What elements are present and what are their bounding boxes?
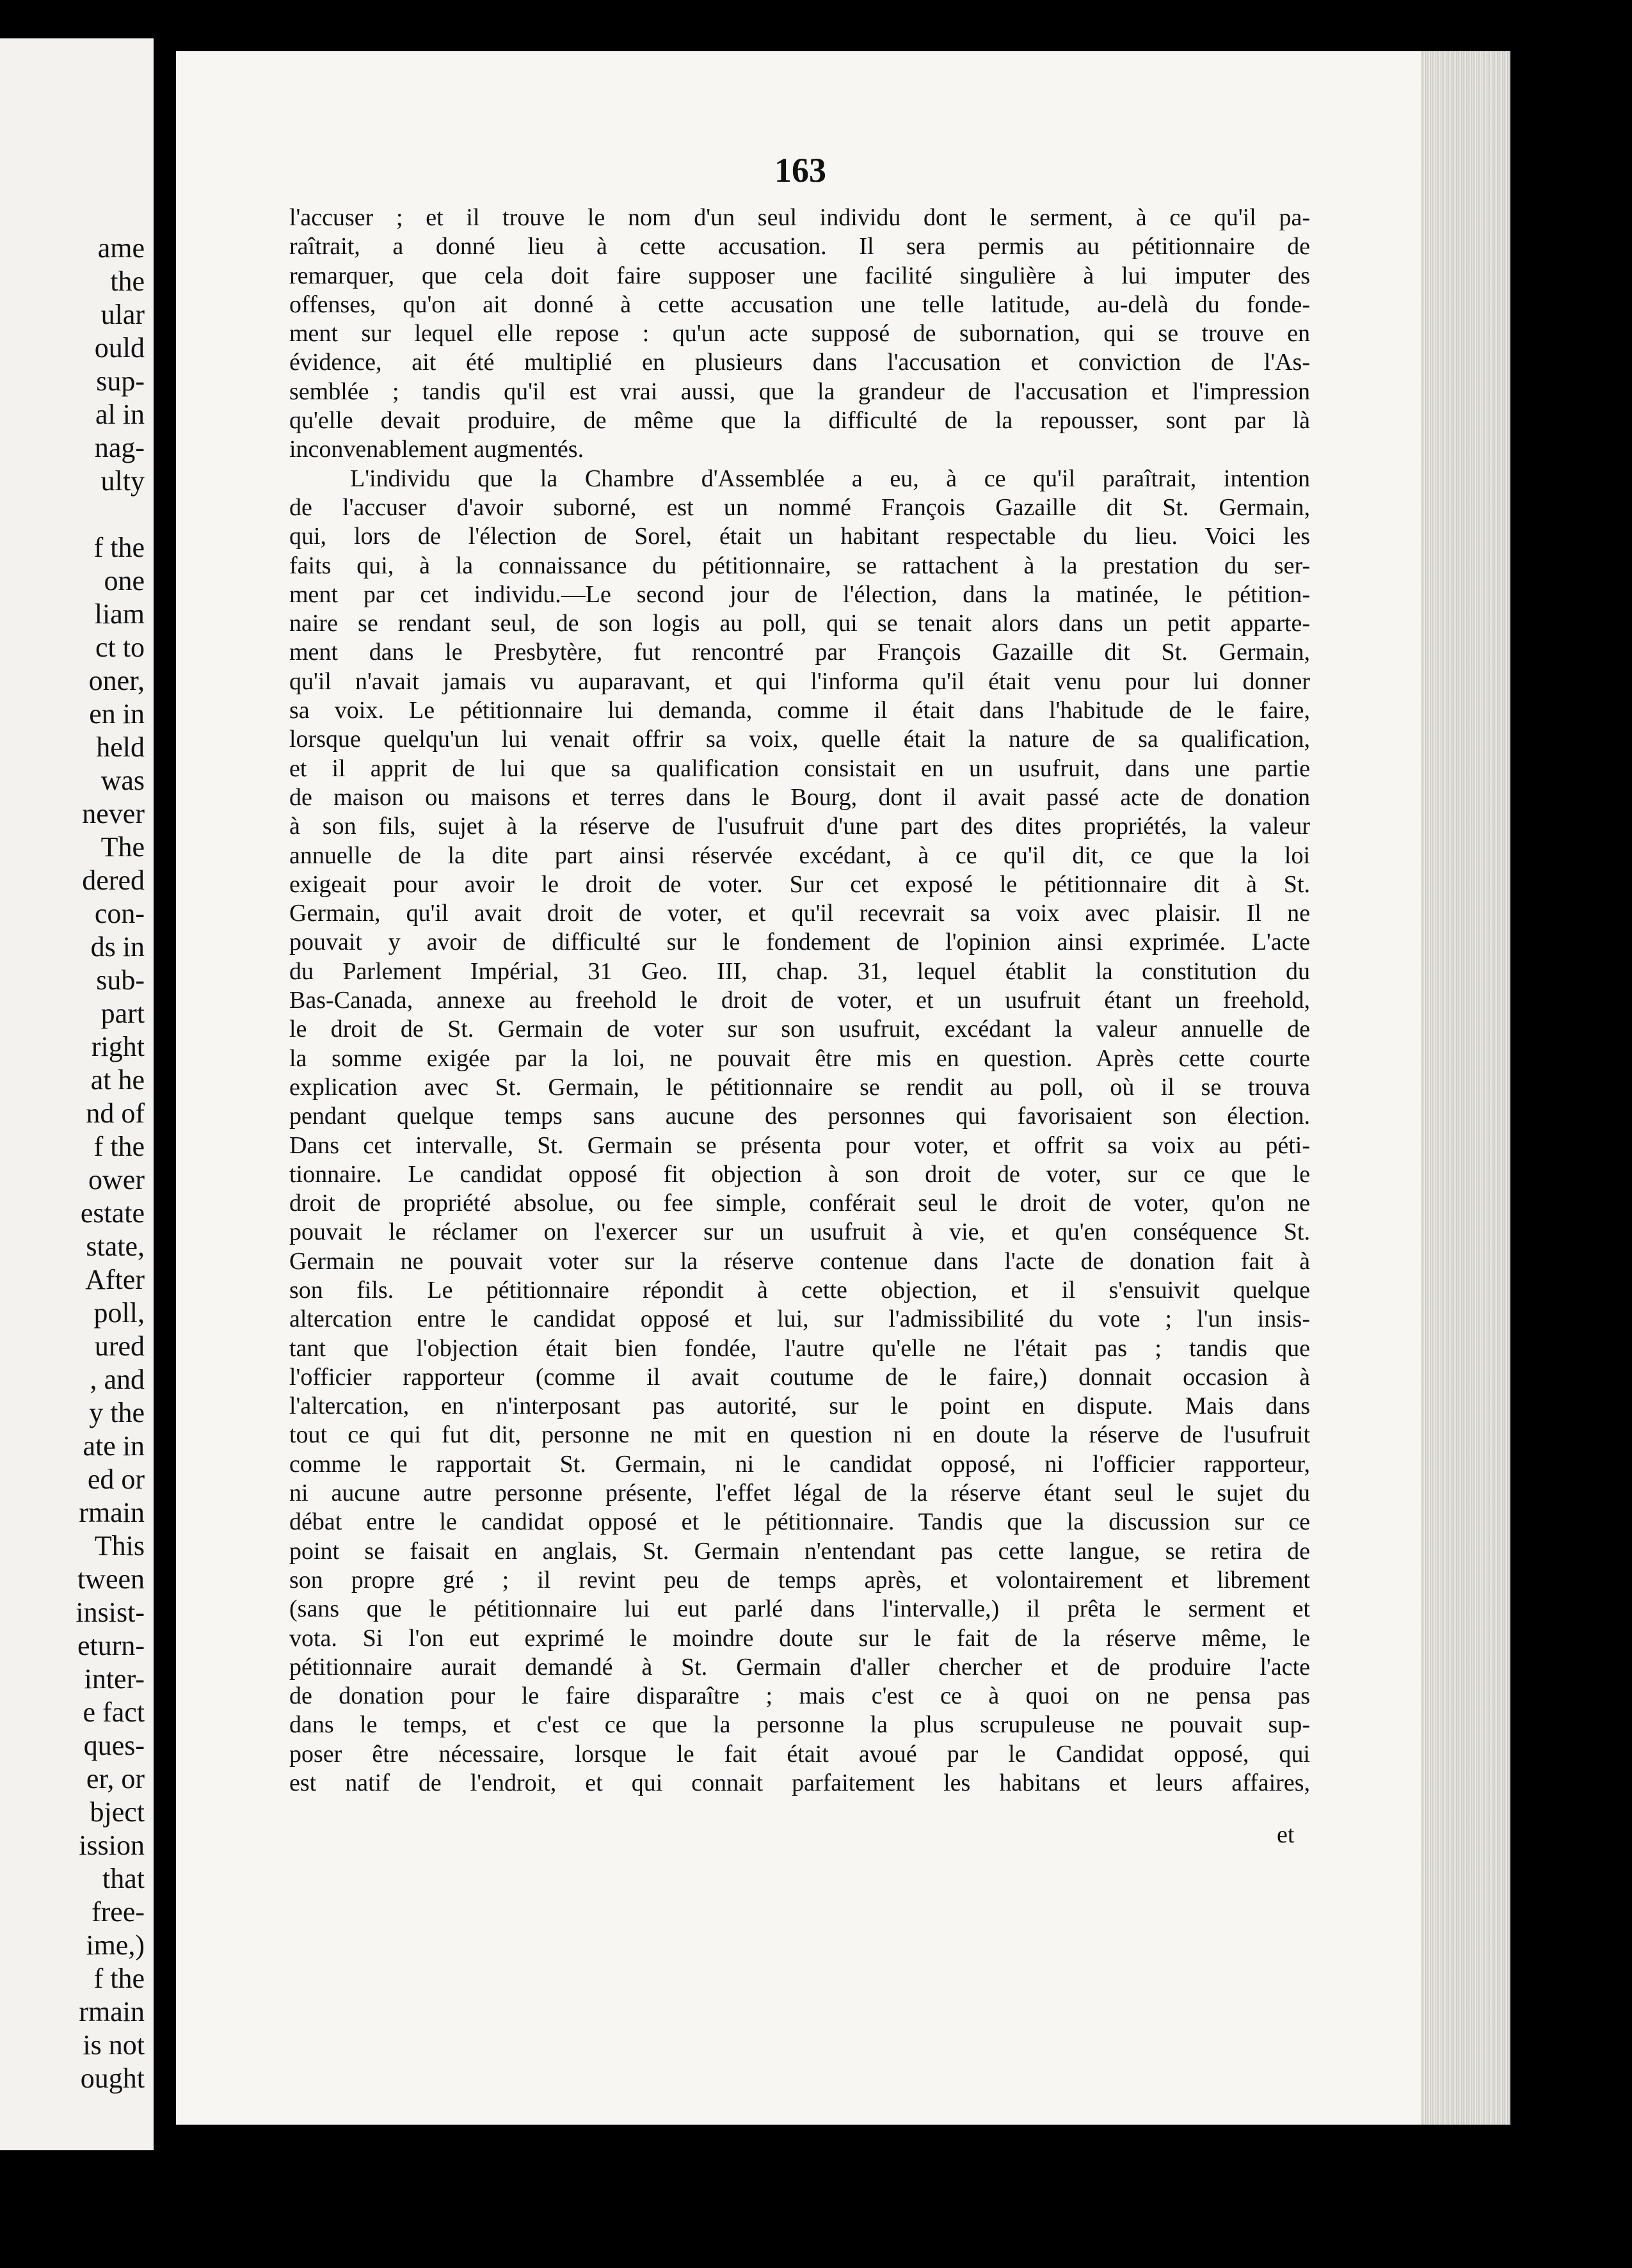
text-line: point se faisait en anglais, St. Germain n'entendant pas cette langue, se retira de	[289, 1537, 1310, 1565]
left-page-fragment: ular	[100, 299, 145, 330]
text-line: du Parlement Impérial, 31 Geo. III, chap. 31, lequel établit la constitution du	[289, 957, 1310, 985]
left-page-fragment: f the	[93, 532, 145, 563]
left-page-fragment: ought	[80, 2063, 145, 2094]
text-line: Germain, qu'il avait droit de voter, et qu'il recevrait sa voix avec plaisir. Il ne	[289, 900, 1310, 927]
left-page-fragment: en in	[89, 698, 145, 730]
text-line: le droit de St. Germain de voter sur son usufruit, excédant la valeur annuelle de	[289, 1016, 1310, 1043]
left-page-fragment: ct to	[95, 632, 145, 663]
left-page-fragment: state,	[86, 1231, 145, 1262]
text-line: tant que l'objection était bien fondée, l'autre qu'elle ne l'était pas ; tandis que	[289, 1334, 1310, 1362]
text-line: altercation entre le candidat opposé et lui, sur l'admissibilité du vote ; l'un insis-	[289, 1306, 1310, 1333]
text-line: et il apprit de lui que sa qualification consistait en un usufruit, dans une partie	[289, 755, 1310, 782]
left-page-fragment: er, or	[86, 1763, 145, 1794]
left-page-fragment: that	[102, 1863, 145, 1894]
text-line: ni aucune autre personne présente, l'effet légal de la réserve étant seul le sujet du	[289, 1480, 1310, 1507]
text-line: Germain ne pouvait voter sur la réserve contenue dans l'acte de donation fait à	[289, 1247, 1310, 1275]
left-page-fragment: ed or	[87, 1464, 145, 1495]
left-page-fragment: ould	[94, 332, 145, 363]
left-page-fragment: f the	[93, 1963, 145, 1994]
text-line: débat entre le candidat opposé et le pétitionnaire. Tandis que la discussion sur ce	[289, 1508, 1310, 1536]
left-page-fragment: This	[94, 1530, 145, 1561]
left-page-fragment: liam	[94, 598, 145, 630]
text-line: l'accuser ; et il trouve le nom d'un seul individu dont le serment, à ce qu'il pa-	[289, 204, 1310, 231]
left-page-fragment: sup-	[96, 365, 145, 397]
text-line: pouvait le réclamer on l'exercer sur un usufruit à vie, et qu'en conséquence St.	[289, 1218, 1310, 1246]
left-page-fragment: eturn-	[77, 1630, 145, 1661]
left-page-fragment: After	[85, 1264, 145, 1295]
left-page-fragment: dered	[82, 865, 145, 896]
text-line: qu'il n'avait jamais vu auparavant, et qui l'informa qu'il était venu pour lui donner	[289, 667, 1310, 695]
text-line: est natif de l'endroit, et qui connait parfaitement les habitans et leurs affaires,	[289, 1769, 1310, 1797]
text-line: ment sur lequel elle repose : qu'un acte supposé de subornation, qui se trouve en	[289, 320, 1310, 347]
left-facing-page	[0, 38, 154, 2150]
left-page-fragment: nag-	[94, 432, 145, 463]
text-line: ment dans le Presbytère, fut rencontré par François Gazaille dit St. Germain,	[289, 639, 1310, 666]
text-line: pouvait y avoir de difficulté sur le fondement de l'opinion ainsi exprimée. L'acte	[289, 929, 1310, 956]
text-line: son fils. Le pétitionnaire répondit à cette objection, et il s'ensuivit quelque	[289, 1276, 1310, 1304]
text-line: la somme exigée par la loi, ne pouvait être mis en question. Après cette courte	[289, 1044, 1310, 1072]
left-page-fragment: ured	[94, 1330, 145, 1362]
text-line: l'altercation, en n'interposant pas autorité, sur le point en dispute. Mais dans	[289, 1393, 1310, 1420]
catchword: et	[1277, 1821, 1295, 1848]
left-page-fragment: is not	[83, 2029, 145, 2061]
text-line: annuelle de la dite part ainsi réservée excédant, à ce qu'il dit, ce que la loi	[289, 842, 1310, 869]
text-line: pendant quelque temps sans aucune des personnes qui favorisaient son élection.	[289, 1103, 1310, 1130]
left-page-fragment: ission	[79, 1830, 145, 1861]
left-page-fragment: ame	[97, 232, 145, 264]
text-line: (sans que le pétitionnaire lui eut parlé dans l'intervalle,) il prêta le serment et	[289, 1595, 1310, 1623]
text-line: qui, lors de l'élection de Sorel, était un habitant respectable du lieu. Voici les	[289, 523, 1310, 550]
left-page-fragment: rmain	[79, 1996, 145, 2027]
left-page-fragment: nd of	[86, 1098, 145, 1129]
left-page-fragment: y the	[89, 1397, 145, 1428]
left-page-fragment: at he	[90, 1064, 145, 1096]
left-page-fragment: the	[110, 266, 145, 297]
left-page-fragment: f the	[93, 1131, 145, 1162]
text-line: lorsque quelqu'un lui venait offrir sa voix, quelle était la nature de sa qualification,	[289, 726, 1310, 753]
left-page-fragment: ate in	[83, 1430, 145, 1462]
left-page-fragment: held	[96, 731, 145, 763]
left-page-fragment: free-	[91, 1896, 145, 1928]
text-line: l'officier rapporteur (comme il avait coutume de le faire,) donnait occasion à	[289, 1363, 1310, 1391]
text-line: pétitionnaire aurait demandé à St. Germain d'aller chercher et de produire l'acte	[289, 1653, 1310, 1681]
text-line: qu'elle devait produire, de même que la difficulté de la repousser, sont par là	[289, 407, 1310, 435]
left-page-fragment: rmain	[79, 1497, 145, 1528]
page-number: 163	[774, 151, 826, 189]
text-line: dans le temps, et c'est ce que la personne la plus scrupuleuse ne pouvait sup-	[289, 1711, 1310, 1739]
text-line: de l'accuser d'avoir suborné, est un nommé François Gazaille dit St. Germain,	[289, 493, 1310, 521]
text-line: de donation pour le faire disparaître ; mais c'est ce à quoi on ne pensa pas	[289, 1682, 1310, 1710]
left-page-fragment: ime,)	[86, 1929, 145, 1961]
left-page-fragment: right	[91, 1031, 145, 1062]
left-page-fragment: was	[100, 765, 145, 796]
left-page-fragment: never	[82, 798, 145, 829]
text-line: Bas-Canada, annexe au freehold le droit de voter, et un usufruit étant un freehold,	[289, 987, 1310, 1014]
left-page-fragment: inter-	[84, 1663, 145, 1695]
text-line: évidence, ait été multiplié en plusieurs dans l'accusation et conviction de l'As-	[289, 349, 1310, 376]
body-text	[289, 204, 1310, 1798]
left-page-fragment: ower	[88, 1164, 145, 1195]
left-page-fragment: tween	[77, 1563, 145, 1595]
text-line: poser être nécessaire, lorsque le fait était avoué par le Candidat opposé, qui	[289, 1740, 1310, 1768]
left-page-fragment: ds in	[90, 931, 145, 962]
left-page-fragment: bject	[90, 1796, 145, 1828]
text-line: inconvenablement augmentés.	[289, 436, 584, 463]
left-page-fragment: estate	[80, 1197, 145, 1229]
text-line: droit de propriété absolue, ou fee simple, conférait seul le droit de voter, qu'on ne	[289, 1190, 1310, 1217]
left-page-fragment: , and	[90, 1364, 145, 1395]
text-line: Dans cet intervalle, St. Germain se présenta pour voter, et offrit sa voix au péti-	[289, 1131, 1310, 1159]
left-page-fragment: ulty	[100, 465, 145, 497]
text-line: sa voix. Le pétitionnaire lui demanda, comme il était dans l'habitude de le faire,	[289, 697, 1310, 724]
left-page-fragment: poll,	[93, 1297, 145, 1329]
text-line: son propre gré ; il revint peu de temps après, et volontairement et librement	[289, 1566, 1310, 1593]
text-line: offenses, qu'on ait donné à cette accusation une telle latitude, au-delà du fonde-	[289, 291, 1310, 318]
text-line: raîtrait, a donné lieu à cette accusation. Il sera permis au pétitionnaire de	[289, 233, 1310, 260]
text-line: ment par cet individu.—Le second jour de l'élection, dans la matinée, le pétition-	[289, 580, 1310, 608]
page-edge	[1421, 51, 1510, 2125]
left-page-fragment: The	[100, 831, 145, 863]
text-line: tionnaire. Le candidat opposé fit objection à son droit de voter, sur ce que le	[289, 1160, 1310, 1188]
left-page-fragment: part	[100, 998, 145, 1029]
text-line: de maison ou maisons et terres dans le Bourg, dont il avait passé acte de donation	[289, 783, 1310, 811]
left-page-fragment: one	[104, 565, 145, 596]
text-line: remarquer, que cela doit faire supposer une facilité singulière à lui imputer des	[289, 262, 1310, 289]
text-line: tout ce qui fut dit, personne ne mit en question ni en doute la réserve de l'usufruit	[289, 1421, 1310, 1449]
text-line: à son fils, sujet à la réserve de l'usufruit d'une part des dites propriétés, la valeur	[289, 813, 1310, 840]
left-page-fragment: ques-	[83, 1730, 145, 1761]
left-page-fragment: con-	[94, 898, 145, 929]
text-line: naire se rendant seul, de son logis au poll, qui se tenait alors dans un petit apparte-	[289, 610, 1310, 637]
text-line: vota. Si l'on eut exprimé le moindre doute sur le fait de la réserve même, le	[289, 1624, 1310, 1652]
text-line: exigeait pour avoir le droit de voter. Sur cet exposé le pétitionnaire dit à St.	[289, 870, 1310, 898]
text-line: L'individu que la Chambre d'Assemblée a eu, à ce qu'il paraîtrait, intention	[350, 465, 1310, 492]
text-line: comme le rapportait St. Germain, ni le candidat opposé, ni l'officier rapporteur,	[289, 1450, 1310, 1478]
left-page-fragment: insist-	[76, 1597, 145, 1628]
left-page-fragment: sub-	[96, 964, 145, 996]
text-line: semblée ; tandis qu'il est vrai aussi, que la grandeur de l'accusation et l'impression	[289, 378, 1310, 405]
text-line: explication avec St. Germain, le pétitionnaire se rendit au poll, où il se trouva	[289, 1073, 1310, 1101]
left-page-fragment: al in	[95, 399, 145, 430]
text-line: faits qui, à la connaissance du pétitionnaire, se rattachent à la prestation du ser-	[289, 552, 1310, 579]
left-page-fragment: oner,	[88, 665, 145, 696]
left-page-fragment: e fact	[83, 1697, 145, 1728]
